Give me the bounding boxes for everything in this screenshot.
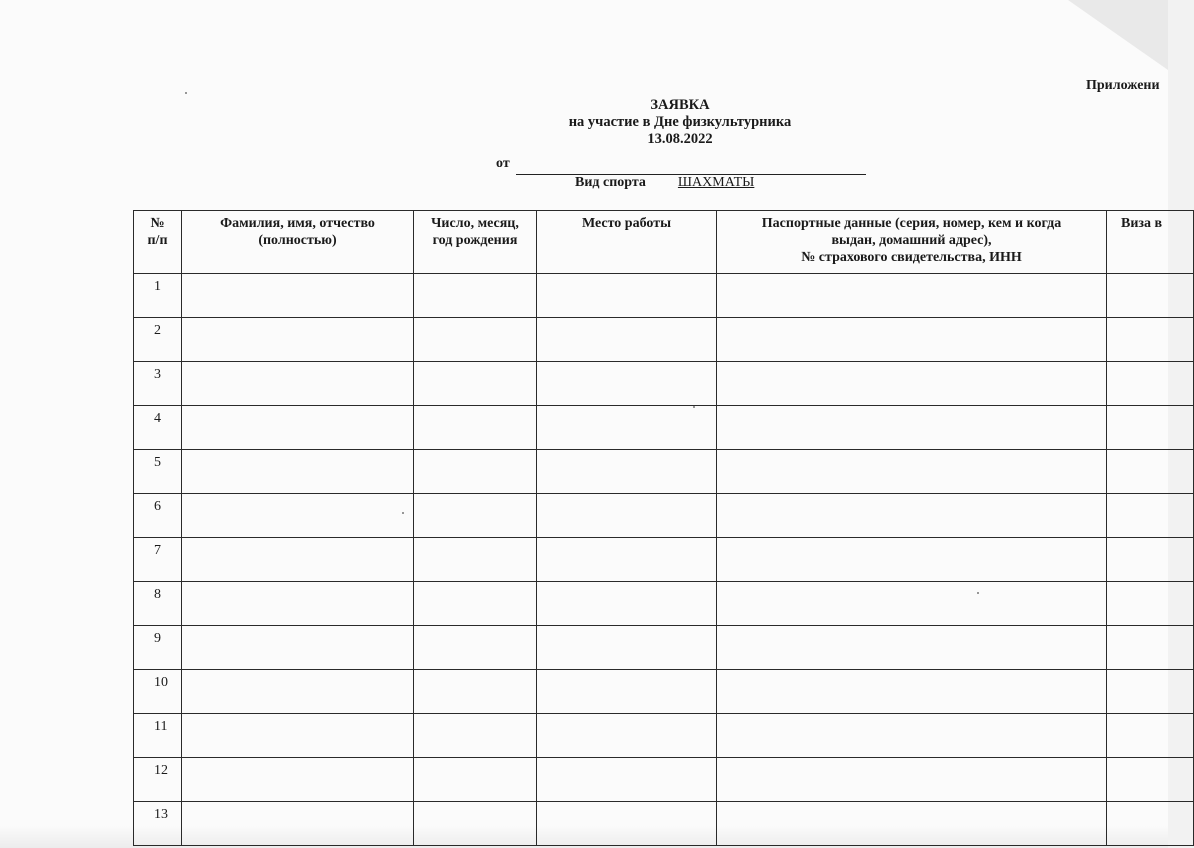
full-name-cell[interactable] — [182, 318, 414, 362]
sport-line — [575, 175, 754, 191]
full-name-cell[interactable] — [182, 362, 414, 406]
visa-cell[interactable] — [1107, 802, 1194, 846]
row-number-cell: 12 — [134, 758, 182, 802]
row-number-cell: 7 — [134, 538, 182, 582]
visa-cell[interactable] — [1107, 758, 1194, 802]
row-number-cell: 11 — [134, 714, 182, 758]
visa-cell[interactable] — [1107, 406, 1194, 450]
passport-data-cell[interactable] — [717, 538, 1107, 582]
full-name-cell[interactable] — [182, 802, 414, 846]
passport-data-cell[interactable] — [717, 802, 1107, 846]
full-name-cell[interactable] — [182, 274, 414, 318]
table-row — [134, 714, 1194, 758]
table-row — [134, 362, 1194, 406]
passport-data-cell[interactable] — [717, 406, 1107, 450]
visa-cell[interactable] — [1107, 450, 1194, 494]
birth-date-cell[interactable] — [414, 538, 537, 582]
birth-date-cell[interactable] — [414, 274, 537, 318]
full-name-cell[interactable] — [182, 406, 414, 450]
workplace-cell[interactable] — [537, 450, 717, 494]
passport-data-cell[interactable] — [717, 626, 1107, 670]
row-number-cell: 8 — [134, 582, 182, 626]
birth-date-cell[interactable] — [414, 670, 537, 714]
passport-data-cell[interactable] — [717, 494, 1107, 538]
visa-cell[interactable] — [1107, 582, 1194, 626]
birth-date-cell[interactable] — [414, 318, 537, 362]
header-workplace — [537, 211, 717, 274]
header-line: № — [150, 216, 165, 231]
header-birth-date — [414, 211, 537, 274]
header-line: Паспортные данные (серия, номер, кем и когда — [761, 216, 1062, 231]
passport-data-cell[interactable] — [717, 362, 1107, 406]
header-line: Число, месяц, — [431, 216, 519, 231]
table-body — [134, 274, 1194, 846]
header-line: (полностью) — [258, 233, 337, 248]
workplace-cell[interactable] — [537, 714, 717, 758]
title-block — [480, 97, 880, 148]
table-row — [134, 758, 1194, 802]
row-number-cell: 10 — [134, 670, 182, 714]
scan-speck — [693, 406, 695, 408]
passport-data-cell[interactable] — [717, 670, 1107, 714]
document-title: ЗАЯВКА — [650, 97, 710, 113]
sport-label: Вид спорта — [575, 175, 646, 190]
from-blank-field[interactable] — [516, 158, 866, 175]
table-row — [134, 318, 1194, 362]
passport-data-cell[interactable] — [717, 582, 1107, 626]
table-row — [134, 538, 1194, 582]
full-name-cell[interactable] — [182, 582, 414, 626]
visa-cell[interactable] — [1107, 318, 1194, 362]
birth-date-cell[interactable] — [414, 450, 537, 494]
full-name-cell[interactable] — [182, 538, 414, 582]
birth-date-cell[interactable] — [414, 802, 537, 846]
workplace-cell[interactable] — [537, 318, 717, 362]
full-name-cell[interactable] — [182, 758, 414, 802]
header-number — [134, 211, 182, 274]
page-corner-fold — [1068, 0, 1168, 70]
row-number-cell: 1 — [134, 274, 182, 318]
visa-cell[interactable] — [1107, 362, 1194, 406]
from-line — [496, 156, 866, 175]
passport-data-cell[interactable] — [717, 274, 1107, 318]
birth-date-cell[interactable] — [414, 582, 537, 626]
from-label: от — [496, 156, 510, 171]
visa-cell[interactable] — [1107, 670, 1194, 714]
table-row — [134, 450, 1194, 494]
passport-data-cell[interactable] — [717, 758, 1107, 802]
workplace-cell[interactable] — [537, 626, 717, 670]
birth-date-cell[interactable] — [414, 494, 537, 538]
row-number-cell: 6 — [134, 494, 182, 538]
application-table — [133, 210, 1194, 846]
appendix-label: Приложени — [1086, 78, 1160, 93]
table-header-row — [134, 211, 1194, 274]
visa-cell[interactable] — [1107, 274, 1194, 318]
header-line: Место работы — [581, 216, 672, 231]
table-row — [134, 494, 1194, 538]
scan-speck — [185, 92, 187, 94]
passport-data-cell[interactable] — [717, 318, 1107, 362]
document-subtitle: на участие в Дне физкультурника — [568, 114, 792, 130]
visa-cell[interactable] — [1107, 626, 1194, 670]
full-name-cell[interactable] — [182, 670, 414, 714]
workplace-cell[interactable] — [537, 670, 717, 714]
header-line: Фамилия, имя, отчество — [220, 216, 375, 231]
row-number-cell: 9 — [134, 626, 182, 670]
workplace-cell[interactable] — [537, 538, 717, 582]
visa-cell[interactable] — [1107, 538, 1194, 582]
scan-speck — [402, 512, 404, 514]
table-row — [134, 626, 1194, 670]
row-number-cell: 3 — [134, 362, 182, 406]
full-name-cell[interactable] — [182, 626, 414, 670]
table-row — [134, 582, 1194, 626]
full-name-cell[interactable] — [182, 714, 414, 758]
birth-date-cell[interactable] — [414, 406, 537, 450]
sport-value: ШАХМАТЫ — [677, 175, 755, 190]
application-table-wrapper — [133, 210, 1168, 822]
passport-data-cell[interactable] — [717, 450, 1107, 494]
workplace-cell[interactable] — [537, 494, 717, 538]
row-number-cell: 2 — [134, 318, 182, 362]
row-number-cell: 13 — [134, 802, 182, 846]
row-number-cell: 4 — [134, 406, 182, 450]
document-date: 13.08.2022 — [647, 131, 713, 147]
table-row — [134, 274, 1194, 318]
header-passport-data — [717, 211, 1107, 274]
birth-date-cell[interactable] — [414, 758, 537, 802]
table-row — [134, 406, 1194, 450]
visa-cell[interactable] — [1107, 714, 1194, 758]
workplace-cell[interactable] — [537, 802, 717, 846]
workplace-cell[interactable] — [537, 362, 717, 406]
header-visa — [1107, 211, 1194, 274]
row-number-cell: 5 — [134, 450, 182, 494]
header-line: п/п — [147, 233, 168, 248]
workplace-cell[interactable] — [537, 406, 717, 450]
birth-date-cell[interactable] — [414, 714, 537, 758]
workplace-cell[interactable] — [537, 582, 717, 626]
full-name-cell[interactable] — [182, 450, 414, 494]
header-full-name — [182, 211, 414, 274]
header-line: Виза в — [1121, 216, 1163, 231]
birth-date-cell[interactable] — [414, 626, 537, 670]
header-line: выдан, домашний адрес), — [831, 233, 992, 248]
scan-speck — [977, 592, 979, 594]
full-name-cell[interactable] — [182, 494, 414, 538]
header-line: № страхового свидетельства, ИНН — [801, 250, 1022, 265]
table-row — [134, 802, 1194, 846]
workplace-cell[interactable] — [537, 274, 717, 318]
birth-date-cell[interactable] — [414, 362, 537, 406]
table-row — [134, 670, 1194, 714]
passport-data-cell[interactable] — [717, 714, 1107, 758]
visa-cell[interactable] — [1107, 494, 1194, 538]
workplace-cell[interactable] — [537, 758, 717, 802]
header-line: год рождения — [432, 233, 518, 248]
